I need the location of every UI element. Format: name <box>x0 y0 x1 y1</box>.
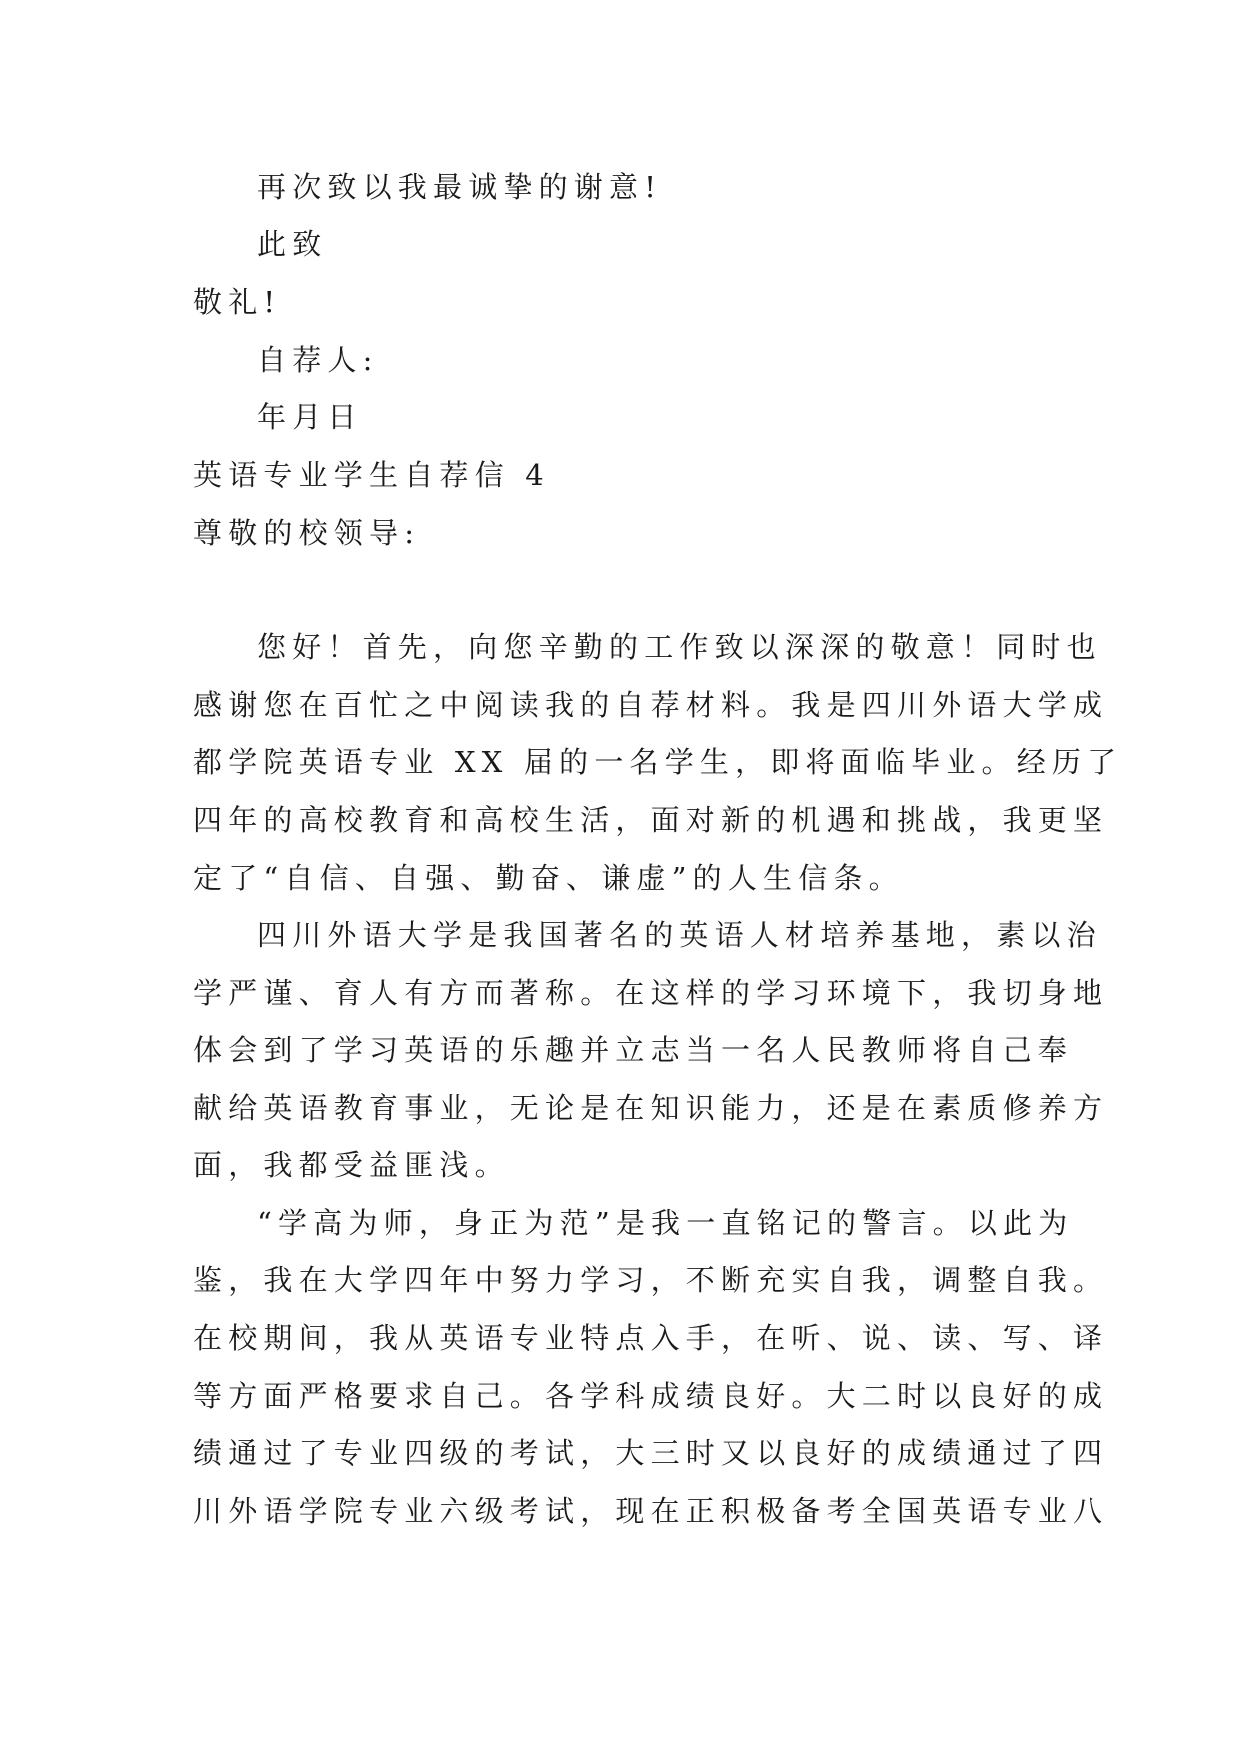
paragraph-3-line: “学高为师，身正为范”是我一直铭记的警言。以此为 <box>257 1206 1074 1240</box>
paragraph-3-line: 鉴，我在大学四年中努力学习，不断充实自我，调整自我。 <box>193 1263 1109 1297</box>
paragraph-3-line: 在校期间，我从英语专业特点入手，在听、说、读、写、译 <box>193 1321 1109 1355</box>
paragraph-3-line: 川外语学院专业六级考试，现在正积极备考全国英语专业八 <box>193 1494 1109 1528</box>
paragraph-2-line: 体会到了学习英语的乐趣并立志当一名人民教师将自己奉 <box>193 1033 1074 1067</box>
paragraph-2-line: 献给英语教育事业，无论是在知识能力，还是在素质修养方 <box>193 1091 1109 1125</box>
signature-label: 自荐人: <box>257 343 379 377</box>
paragraph-1-line: 感谢您在百忙之中阅读我的自荐材料。我是四川外语大学成 <box>193 688 1109 722</box>
paragraph-2-line: 四川外语大学是我国著名的英语人材培养基地，素以治 <box>257 918 1102 952</box>
paragraph-2-line: 学严谨、育人有方而著称。在这样的学习环境下，我切身地 <box>193 976 1109 1010</box>
date-label: 年月日 <box>257 400 363 434</box>
closing-thanks: 再次致以我最诚挚的谢意! <box>257 170 663 204</box>
paragraph-1-line: 定了“自信、自强、勤奋、谦虚”的人生信条。 <box>193 861 904 895</box>
paragraph-3-line: 等方面严格要求自己。各学科成绩良好。大二时以良好的成 <box>193 1379 1109 1413</box>
salutation-to: 此致 <box>257 227 328 261</box>
salutation-regards: 敬礼! <box>193 285 282 319</box>
paragraph-2-line: 面，我都受益匪浅。 <box>193 1148 510 1182</box>
paragraph-1-line: 您好！首先，向您辛勤的工作致以深深的敬意！同时也 <box>257 630 1102 664</box>
letter-title: 英语专业学生自荐信 4 <box>193 458 550 492</box>
paragraph-3-line: 绩通过了专业四级的考试，大三时又以良好的成绩通过了四 <box>193 1436 1109 1470</box>
paragraph-1-line: 都学院英语专业 XX 届的一名学生，即将面临毕业。经历了 <box>193 745 1123 779</box>
greeting: 尊敬的校领导: <box>193 516 421 550</box>
paragraph-1-line: 四年的高校教育和高校生活，面对新的机遇和挑战，我更坚 <box>193 803 1109 837</box>
